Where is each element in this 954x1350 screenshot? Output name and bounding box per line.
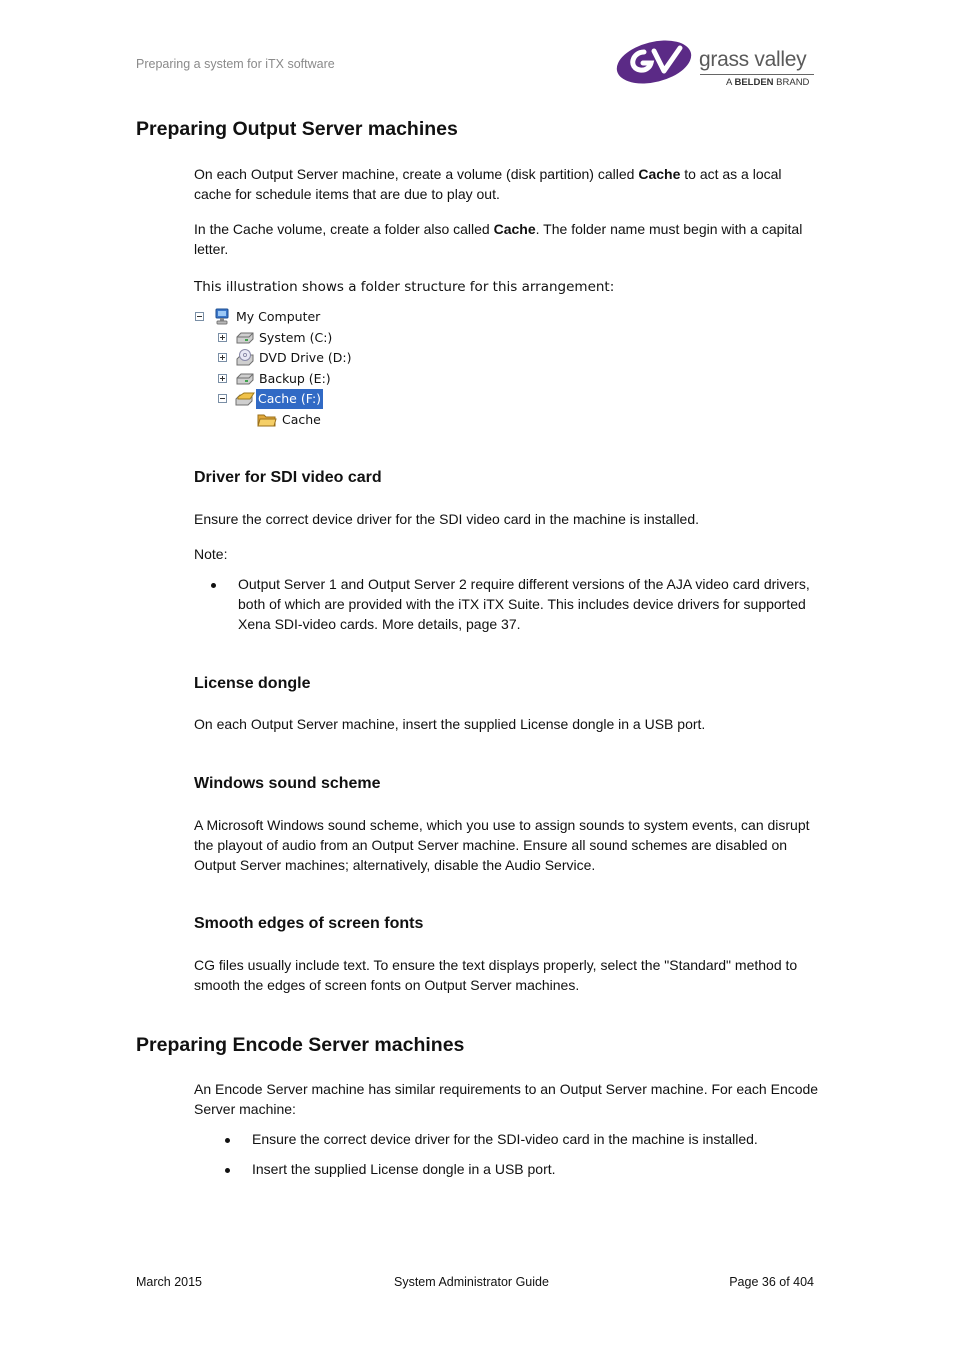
computer-icon [214, 308, 230, 326]
collapse-icon[interactable] [195, 312, 204, 321]
tree-label-dvd: DVD Drive (D:) [259, 350, 352, 365]
section-title-encode-server: Preparing Encode Server machines [136, 1034, 465, 1056]
subsection-title-sound-scheme: Windows sound scheme [194, 775, 381, 792]
hard-drive-icon [235, 372, 255, 386]
dvd-drive-icon [235, 349, 255, 367]
bullet-sdi-driver: Ensure the correct device driver for the SDI-video card in the machine is installed. [252, 1131, 758, 1147]
logo-brand-prefix: A [726, 77, 732, 88]
footer-guide-title: System Administrator Guide [394, 1275, 549, 1289]
logo-wordmark: grass valley [699, 48, 807, 71]
tree-label-cache-drive: Cache (F:) [256, 389, 323, 409]
bullet-dot [225, 1138, 230, 1143]
bullet-dot [225, 1168, 230, 1173]
open-drive-icon [234, 391, 256, 407]
cache-bold: Cache [638, 166, 681, 182]
running-header: Preparing a system for iTX software [136, 57, 335, 71]
logo-divider [700, 74, 814, 75]
tree-label-cache-folder: Cache [282, 412, 321, 427]
folder-icon [257, 412, 277, 428]
expand-icon[interactable] [218, 333, 227, 342]
bullet-aja-drivers: Output Server 1 and Output Server 2 require different versions of the AJA video card drivers, both of which are provided with the iTX iTX Suite. This includes device drivers for supported Xena SDI-video cards. More details, page 37. [238, 576, 810, 632]
subsection-title-smooth-fonts: Smooth edges of screen fonts [194, 915, 424, 932]
subsection-title-license-dongle: License dongle [194, 675, 311, 692]
paragraph-license-dongle: On each Output Server machine, insert the supplied License dongle in a USB port. [194, 716, 706, 732]
tree-label-backup: Backup (E:) [259, 371, 331, 386]
footer-page-number: Page 36 of 404 [729, 1275, 814, 1289]
logo-brand-suffix: BRAND [776, 77, 810, 88]
grass-valley-logo [614, 36, 818, 92]
subsection-title-sdi-driver: Driver for SDI video card [194, 469, 382, 486]
expand-icon[interactable] [218, 353, 227, 362]
paragraph-cache-folder: In the Cache volume, create a folder also called Cache. The folder name must begin with a capital letter. [194, 221, 803, 257]
paragraph-sdi-driver: Ensure the correct device driver for the SDI video card in the machine is installed. [194, 511, 700, 527]
hard-drive-icon [235, 331, 255, 345]
bullet-dot [211, 583, 216, 588]
logo-brand-line [726, 77, 809, 88]
folder-tree-illustration [192, 307, 392, 432]
paragraph-sound-scheme: A Microsoft Windows sound scheme, which you use to assign sounds to system events, can disrupt the playout of audio from an Output Server machine. Ensure all sound schemes are disabled on Output Server machines; alternatively, disable the Audio Service. [194, 817, 810, 873]
paragraph-encode-server: An Encode Server machine has similar requirements to an Output Server machine. For each Encode Server machine: [194, 1081, 819, 1117]
collapse-icon[interactable] [218, 394, 227, 403]
section-title-output-server: Preparing Output Server machines [136, 118, 458, 140]
gv-logo-icon [614, 38, 698, 88]
tree-label-my-computer: My Computer [236, 309, 321, 324]
paragraph-smooth-fonts: CG files usually include text. To ensure the text displays properly, select the "Standard" method to smooth the edges of screen fonts on Output Server machines. [194, 957, 798, 993]
bullet-license-dongle: Insert the supplied License dongle in a USB port. [252, 1161, 556, 1177]
cache-bold: Cache [493, 221, 536, 237]
paragraph-illustration-intro: This illustration shows a folder structure for this arrangement: [194, 279, 615, 295]
paragraph-cache-volume: On each Output Server machine, create a volume (disk partition) called Cache to act as a local cache for schedule items that are due to play out. [194, 166, 782, 202]
tree-label-system: System (C:) [259, 330, 333, 345]
footer-date: March 2015 [136, 1275, 203, 1289]
expand-icon[interactable] [218, 374, 227, 383]
note-label: Note: [194, 546, 228, 562]
logo-brand-bold: BELDEN [734, 77, 774, 88]
